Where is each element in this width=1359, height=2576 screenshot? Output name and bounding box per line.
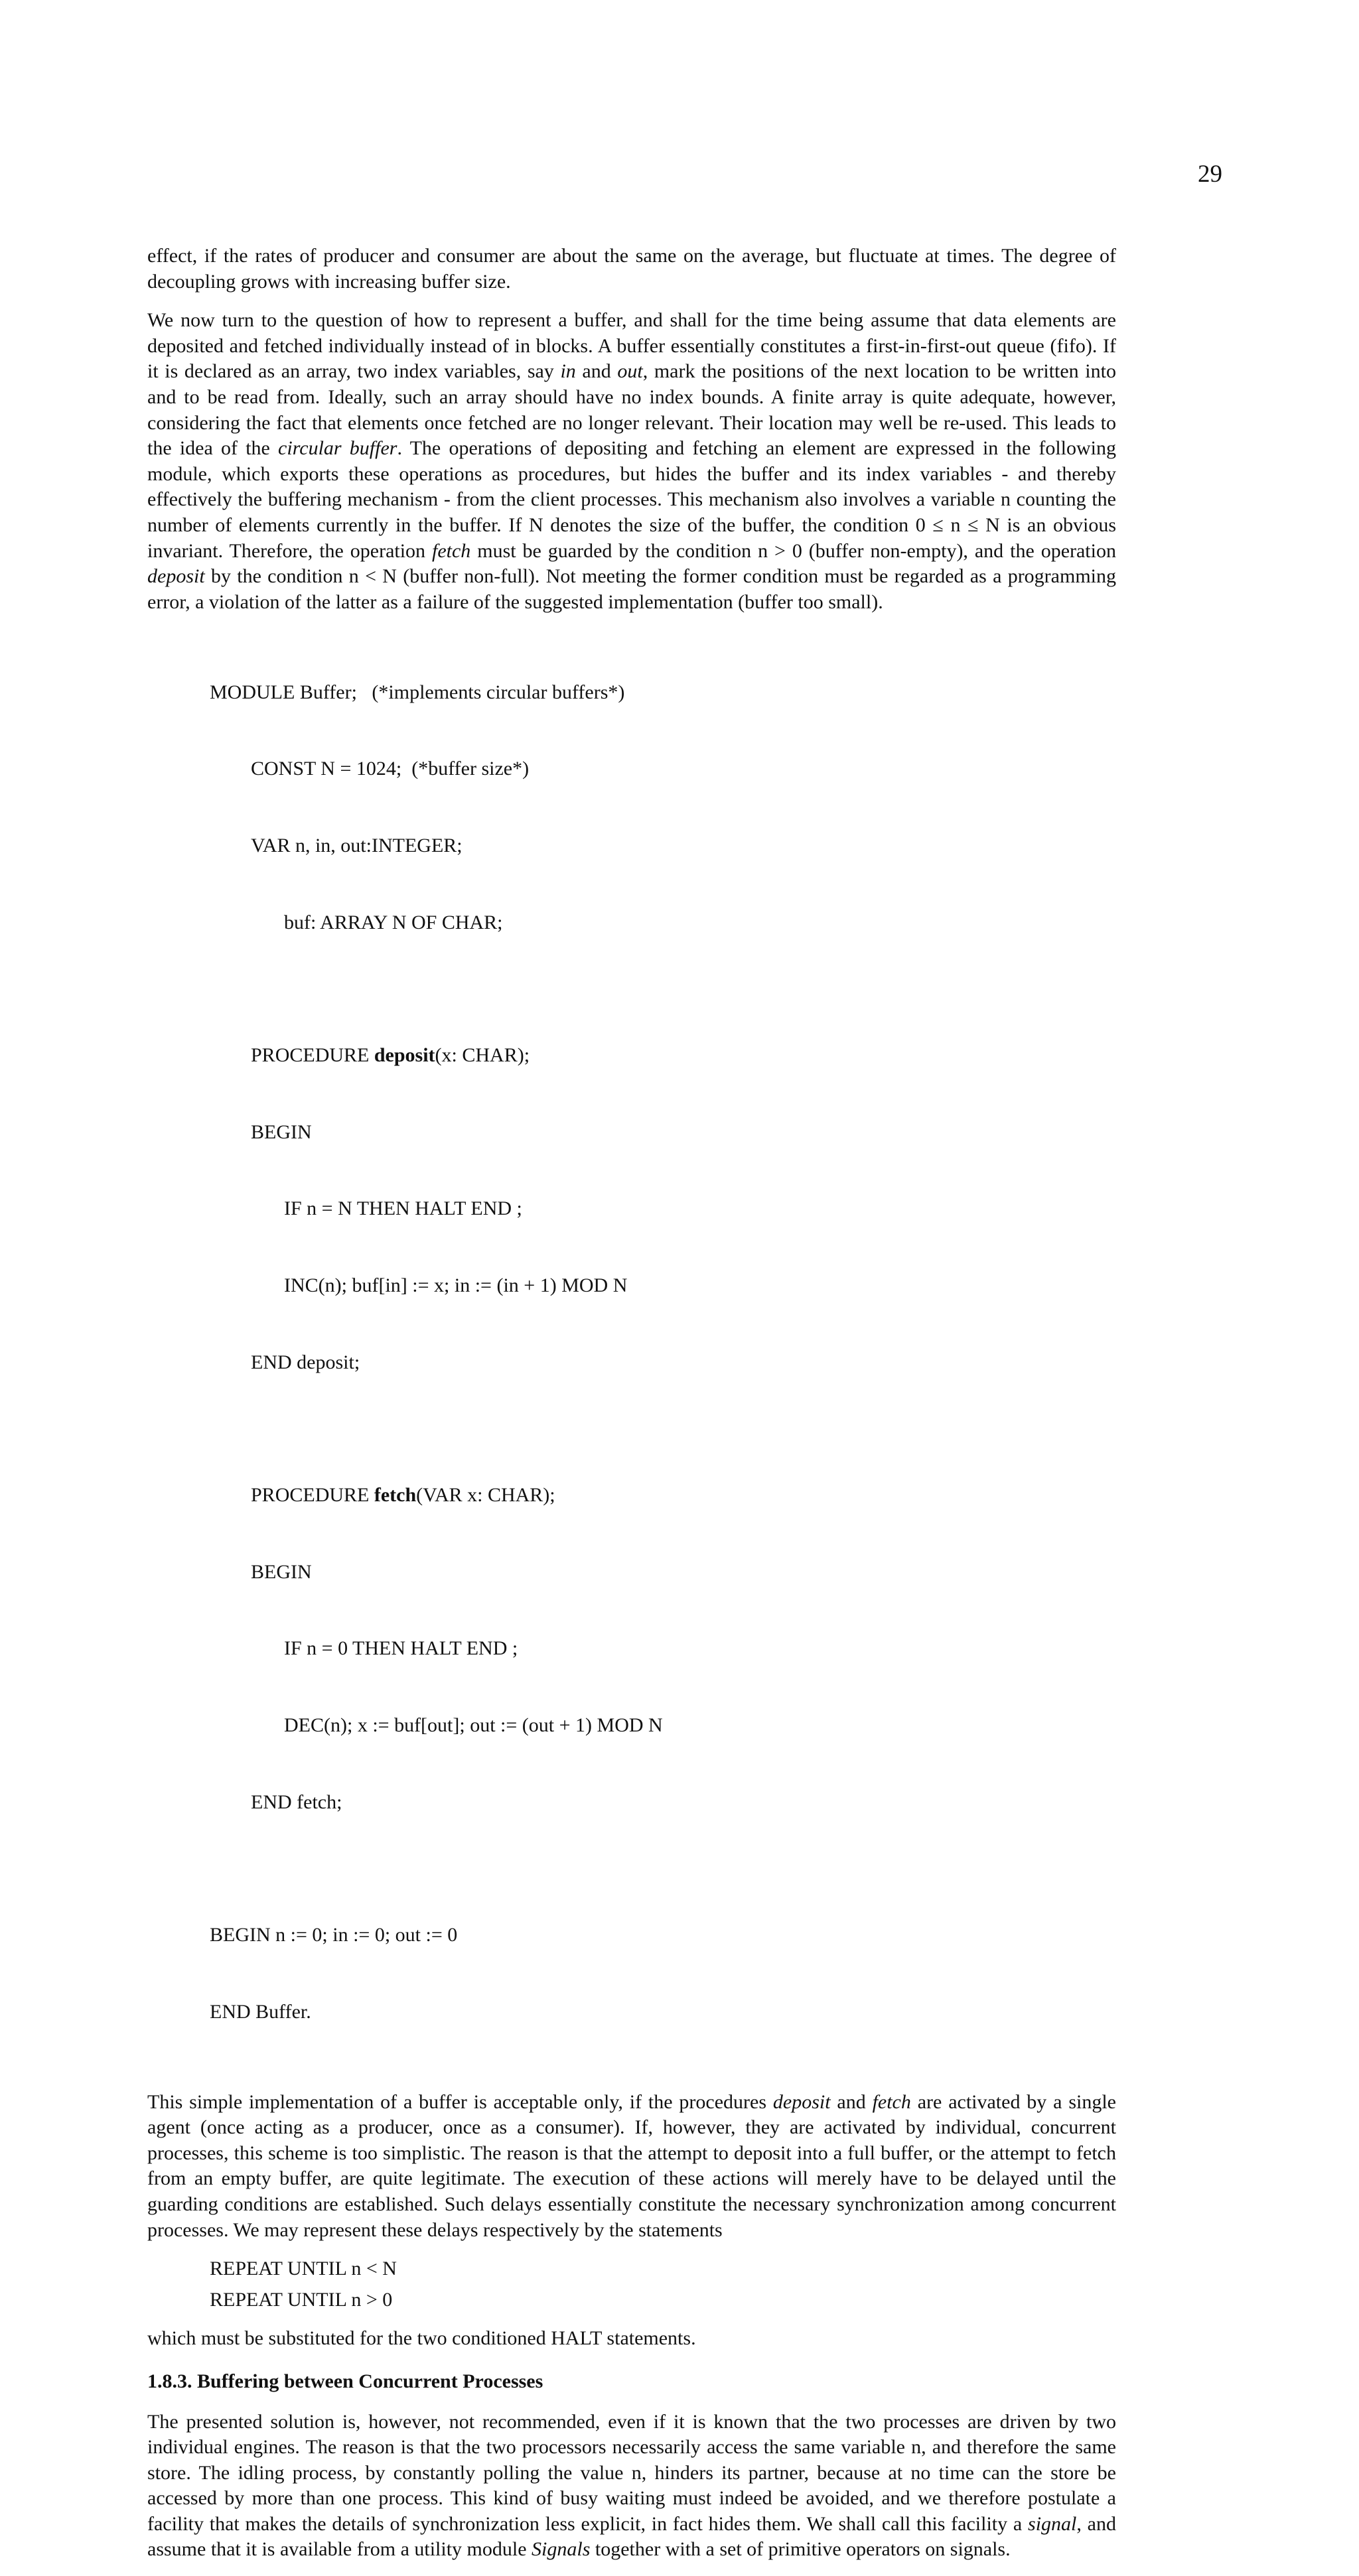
term-circular-buffer: circular buffer — [278, 437, 397, 460]
term-signals-module: Signals — [532, 2538, 591, 2561]
procedure-name-deposit: deposit — [374, 1044, 435, 1066]
code-line: CONST N = 1024; (*buffer size*) — [251, 758, 530, 780]
page-number: 29 — [1198, 161, 1222, 188]
code-line: IF n = 0 THEN HALT END ; — [284, 1637, 518, 1660]
term-out: out — [617, 360, 643, 383]
paragraph-busy-waiting: The presented solution is, however, not recommended, even if it is known that the two processes are driven by two individual engines. The reason is that the two processors necessarily access the same variable n, and therefore the same store. The idling process, by constantly polling the value n, hinders its partner, because at no time can the store be accessed by more than one process. This kind of busy waiting must indeed be avoided, and we therefore postulate a facility that makes the details of synchronization less explicit, in fact hides them. We shall call this facility a signal, and assume that it is available from a utility module Signals together with a set of primitive operators on signals. — [147, 2410, 1116, 2561]
code-line: BEGIN n := 0; in := 0; out := 0 — [210, 1924, 458, 1946]
code-line: IF n = N THEN HALT END ; — [284, 1197, 522, 1220]
term-fetch: fetch — [432, 539, 471, 562]
code-listing-buffer-module — [147, 628, 1116, 2076]
code-line: MODULE Buffer; (*implements circular buffers*) — [210, 681, 625, 703]
code-line: BEGIN — [251, 1120, 312, 1143]
term-fetch: fetch — [872, 2090, 911, 2113]
term-in: in — [560, 360, 576, 383]
code-line: END Buffer. — [210, 2000, 311, 2023]
code-line: INC(n); buf[in] := x; in := (in + 1) MOD N — [284, 1274, 628, 1297]
code-line: buf: ARRAY N OF CHAR; — [284, 911, 503, 933]
section-heading: 1.8.3. Buffering between Concurrent Processes — [147, 2370, 543, 2392]
code-line: END deposit; — [251, 1351, 360, 1373]
code-line: PROCEDURE deposit(x: CHAR); — [251, 1044, 530, 1066]
statement-repeat-until-not-empty: REPEAT UNTIL n > 0 — [210, 2288, 393, 2311]
statement-repeat-until-not-full: REPEAT UNTIL n < N — [210, 2258, 397, 2280]
term-deposit: deposit — [147, 565, 205, 588]
procedure-name-fetch: fetch — [374, 1483, 417, 1506]
paragraph-simple-implementation: This simple implementation of a buffer is acceptable only, if the procedures deposit and fetch are activated by a single agent (once acting as a producer, once as a consumer). If, however, they are activated by individual, concurrent processes, this scheme is too simplistic. The reason is that the attempt to deposit into a full buffer, or the attempt to fetch from an empty buffer, are quite legitimate. The execution of these actions will merely have to be delayed until the guarding conditions are established. Such delays essentially constitute the necessary synchronization among concurrent processes. We may represent these delays respectively by the statements — [147, 2090, 1116, 2241]
code-line: END fetch; — [251, 1791, 342, 1814]
paragraph-intro: effect, if the rates of producer and consumer are about the same on the average, but fluctuate at times. The degree of decoupling grows with increasing buffer size. — [147, 245, 1116, 293]
term-deposit: deposit — [772, 2090, 831, 2113]
code-line: VAR n, in, out:INTEGER; — [251, 835, 463, 857]
code-line: BEGIN — [251, 1560, 312, 1583]
paragraph-buffer-representation: We now turn to the question of how to represent a buffer, and shall for the time being assume that data elements are deposited and fetched individually instead of in blocks. A buffer essentially constitutes a first-in-first-out queue (fifo). If it is declared as an array, two index variables, say in and out, mark the positions of the next location to be written into and to be read from. Ideally, such an array should have no index bounds. A finite array is quite adequate, however, considering the fact that elements once fetched are no longer relevant. Their location may well be re-used. This leads to the idea of the circular buffer. The operations of depositing and fetching an element are expressed in the following module, which exports these operations as procedures, but hides the buffer and its index variables - and thereby effectively the buffering mechanism - from the client processes. This mechanism also involves a variable n counting the number of elements currently in the buffer. If N denotes the size of the buffer, the condition 0 ≤ n ≤ N is an obvious invariant. Therefore, the operation fetch must be guarded by the condition n > 0 (buffer non-empty), and the operation deposit by the condition n < N (buffer non-full). Not meeting the former condition must be regarded as a programming error, a violation of the latter as a failure of the suggested implementation (buffer too small). — [147, 309, 1116, 613]
page-body — [147, 243, 1116, 2576]
paragraph-substitution: which must be substituted for the two conditioned HALT statements. — [147, 2327, 696, 2350]
code-line: PROCEDURE fetch(VAR x: CHAR); — [251, 1483, 555, 1506]
code-line: DEC(n); x := buf[out]; out := (out + 1) MOD N — [284, 1714, 663, 1737]
term-signal: signal — [1028, 2512, 1077, 2535]
